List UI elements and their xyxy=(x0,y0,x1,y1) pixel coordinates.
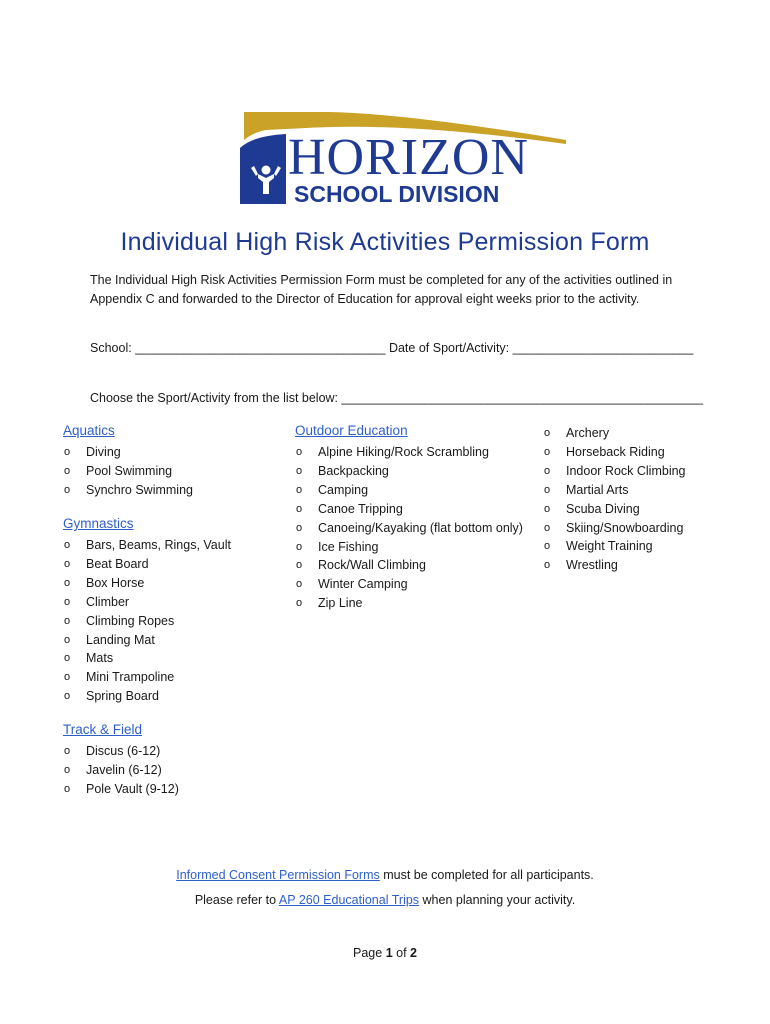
date-field[interactable]: __________________________ xyxy=(512,341,694,355)
activity-item[interactable]: o Canoeing/Kayaking (flat bottom only) xyxy=(295,519,523,538)
form-title: Individual High Risk Activities Permission Form xyxy=(120,228,650,256)
activity-item[interactable]: o Martial Arts xyxy=(543,481,686,500)
activity-item[interactable]: o Bars, Beams, Rings, Vault xyxy=(63,536,231,555)
school-field[interactable]: ____________________________________ xyxy=(135,341,386,355)
page-of: of xyxy=(396,946,407,960)
page-word: Page xyxy=(353,946,383,960)
circle-bullet-icon: o xyxy=(296,559,303,572)
circle-bullet-icon: o xyxy=(64,483,71,496)
activity-item[interactable]: o Pole Vault (9-12) xyxy=(63,780,179,799)
circle-bullet-icon: o xyxy=(544,464,551,477)
activity-item[interactable]: o Backpacking xyxy=(295,462,523,481)
circle-bullet-icon: o xyxy=(544,540,551,553)
activity-item[interactable]: o Landing Mat xyxy=(63,631,231,650)
circle-bullet-icon: o xyxy=(64,464,71,477)
outdoor-education-list xyxy=(295,443,523,613)
circle-bullet-icon: o xyxy=(64,690,71,703)
activity-item[interactable]: o Synchro Swimming xyxy=(63,481,193,500)
gymnastics-heading: Gymnastics xyxy=(63,516,134,531)
circle-bullet-icon: o xyxy=(544,483,551,496)
intro-paragraph: The Individual High Risk Activities Permission Form must be completed for any of the activities outlined in Appendix C and forwarded to the Director of Education for approval eight weeks prior to the activity. xyxy=(90,273,673,306)
activity-item[interactable]: o Alpine Hiking/Rock Scrambling xyxy=(295,443,523,462)
consent-forms-link[interactable]: Informed Consent Permission Forms xyxy=(176,868,380,882)
circle-bullet-icon: o xyxy=(64,614,71,627)
activity-item[interactable]: o Discus (6-12) xyxy=(63,742,179,761)
track-field-list xyxy=(63,742,179,799)
activity-item[interactable]: o Climber xyxy=(63,593,231,612)
school-date-row xyxy=(90,341,693,355)
activity-item[interactable]: o Wrestling xyxy=(543,556,686,575)
activity-item[interactable]: o Javelin (6-12) xyxy=(63,761,179,780)
circle-bullet-icon: o xyxy=(544,445,551,458)
circle-bullet-icon: o xyxy=(544,427,551,439)
circle-bullet-icon: o xyxy=(64,446,71,458)
svg-text:SCHOOL DIVISION: SCHOOL DIVISION xyxy=(294,181,500,207)
aquatics-list xyxy=(63,443,193,500)
horizon-logo xyxy=(236,112,566,207)
page-current: 1 xyxy=(385,946,393,960)
circle-bullet-icon: o xyxy=(64,576,71,589)
circle-bullet-icon: o xyxy=(544,559,551,572)
activity-item[interactable]: o Spring Board xyxy=(63,687,231,706)
circle-bullet-icon: o xyxy=(64,595,71,608)
circle-bullet-icon: o xyxy=(64,782,71,795)
track-field-heading: Track & Field xyxy=(63,722,143,737)
logo-graphic xyxy=(236,112,566,207)
activity-item[interactable]: o Climbing Ropes xyxy=(63,612,231,631)
circle-bullet-icon: o xyxy=(64,539,71,551)
activity-item[interactable]: o Pool Swimming xyxy=(63,462,193,481)
circle-bullet-icon: o xyxy=(64,763,71,776)
ap260-link[interactable]: AP 260 Educational Trips xyxy=(278,893,420,907)
activity-item[interactable]: o Winter Camping xyxy=(295,575,523,594)
circle-bullet-icon: o xyxy=(296,540,303,553)
activity-item[interactable]: o Ice Fishing xyxy=(295,538,523,557)
choose-label: Choose the Sport/Activity from the list below: xyxy=(90,391,339,405)
activity-item[interactable]: o Mats xyxy=(63,649,231,668)
circle-bullet-icon: o xyxy=(296,597,303,610)
date-label: Date of Sport/Activity: xyxy=(388,341,510,355)
gymnastics-list xyxy=(63,536,231,706)
activity-item[interactable]: o Diving xyxy=(63,443,193,462)
activity-item[interactable]: o Archery xyxy=(543,424,686,443)
outdoor-education-heading: Outdoor Education xyxy=(295,423,408,438)
aquatics-heading: Aquatics xyxy=(63,423,115,438)
activity-item[interactable]: o Horseback Riding xyxy=(543,443,686,462)
activity-item[interactable]: o Camping xyxy=(295,481,523,500)
refer-prefix: Please refer to xyxy=(194,893,277,907)
circle-bullet-icon: o xyxy=(544,502,551,515)
activity-item[interactable]: o Weight Training xyxy=(543,537,686,556)
activity-item[interactable]: o Beat Board xyxy=(63,555,231,574)
circle-bullet-icon: o xyxy=(64,652,71,665)
circle-bullet-icon: o xyxy=(296,483,303,496)
school-label: School: xyxy=(90,341,132,355)
circle-bullet-icon: o xyxy=(296,521,303,534)
activity-item[interactable]: o Indoor Rock Climbing xyxy=(543,462,686,481)
activity-item[interactable]: o Canoe Tripping xyxy=(295,500,523,519)
circle-bullet-icon: o xyxy=(64,633,71,646)
activity-item[interactable]: o Box Horse xyxy=(63,574,231,593)
activity-item[interactable]: o Rock/Wall Climbing xyxy=(295,556,523,575)
page-indicator xyxy=(0,946,770,960)
circle-bullet-icon: o xyxy=(544,521,551,534)
consent-note xyxy=(0,868,770,882)
circle-bullet-icon: o xyxy=(64,557,71,570)
consent-text: must be completed for all participants. xyxy=(383,868,594,882)
refer-suffix: when planning your activity. xyxy=(422,893,576,907)
activity-item[interactable]: o Skiing/Snowboarding xyxy=(543,519,686,538)
svg-text:HORIZON: HORIZON xyxy=(288,129,529,186)
circle-bullet-icon: o xyxy=(296,502,303,515)
other-activities-list xyxy=(543,424,686,575)
page-total: 2 xyxy=(410,946,417,960)
circle-bullet-icon: o xyxy=(296,464,303,477)
circle-bullet-icon: o xyxy=(296,446,303,458)
activity-item[interactable]: o Mini Trampoline xyxy=(63,668,231,687)
activity-item[interactable]: o Scuba Diving xyxy=(543,500,686,519)
choose-activity-row xyxy=(90,391,703,405)
circle-bullet-icon: o xyxy=(64,745,71,757)
activity-item[interactable]: o Zip Line xyxy=(295,594,523,613)
choose-field[interactable]: ____________________________________________________ xyxy=(341,391,704,405)
circle-bullet-icon: o xyxy=(296,578,303,591)
refer-note xyxy=(0,893,770,907)
circle-bullet-icon: o xyxy=(64,671,71,684)
